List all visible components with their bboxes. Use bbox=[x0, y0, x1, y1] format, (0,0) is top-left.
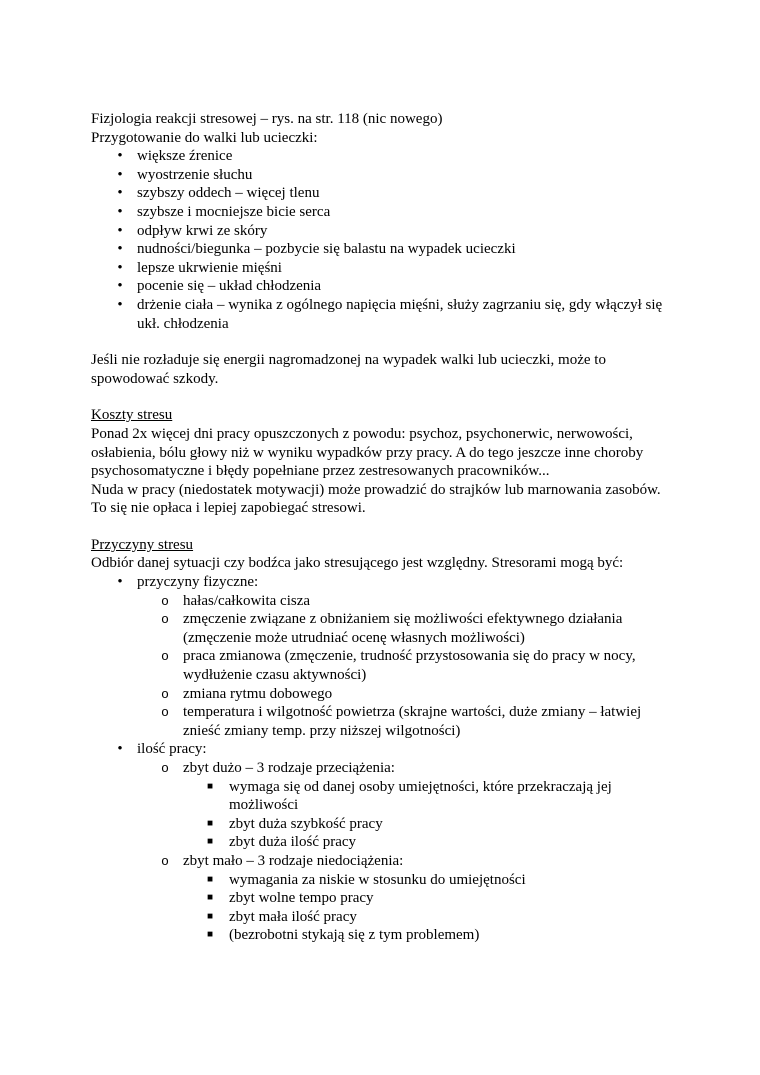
list-item: ■ zbyt duża ilość pracy bbox=[91, 833, 671, 852]
list-item: o temperatura i wilgotność powietrza (skrajne wartości, duże zmiany – łatwiej znieść zmiany temp. przy niższej wilgotności) bbox=[91, 703, 671, 740]
bullet-icon: • bbox=[117, 296, 123, 313]
list-item: • pocenie się – układ chłodzenia bbox=[91, 277, 671, 296]
circle-bullet-icon: o bbox=[161, 648, 169, 664]
list-item: ■ (bezrobotni stykają się z tym problemem) bbox=[91, 926, 671, 945]
list-item-workload: • ilość pracy: o zbyt dużo – 3 rodzaje przeciążenia: ■ wymaga się od danej osoby umiejętności, które przekraczają jej możliwości ■ zbyt duża szybkość pracy ■ zbyt duża ilość pracy o zbyt mało – 3 rodzaje niedociążenia: ■ wymagania za niskie w stosunku do umiejętności ■ zbyt wolne tempo pracy ■ zbyt mała ilość pracy ■ (bezrobotni stykają się z tym problemem) bbox=[91, 740, 671, 945]
bullet-icon: • bbox=[117, 185, 123, 202]
list-item: • nudności/biegunka – pozbycie się balastu na wypadek ucieczki bbox=[91, 240, 671, 259]
list-item: • szybszy oddech – więcej tlenu bbox=[91, 184, 671, 203]
square-bullet-icon: ■ bbox=[206, 892, 214, 904]
list-item: o praca zmianowa (zmęczenie, trudność przystosowania się do pracy w nocy, wydłużenie czasu aktywności) bbox=[91, 647, 671, 684]
causes-intro: Odbiór danej sytuacji czy bodźca jako stresującego jest względny. Stresorami mogą być: bbox=[91, 555, 624, 572]
list-item: • większe źrenice bbox=[91, 147, 671, 166]
list-item: o hałas/całkowita cisza bbox=[91, 592, 671, 611]
energy-note: Jeśli nie rozładuje się energii nagromadzonej na wypadek walki lub ucieczki, może to spowodować szkody. bbox=[91, 352, 606, 387]
intro-line-physiology: Fizjologia reakcji stresowej – rys. na str. 118 (nic nowego) bbox=[91, 111, 443, 127]
causes-list bbox=[91, 573, 671, 945]
list-item: o zmęczenie związane z obniżaniem się możliwości efektywnego działania (zmęczenie może utrudniać ocenę własnych możliwości) bbox=[91, 610, 671, 647]
bullet-icon: • bbox=[117, 574, 123, 591]
list-item: • odpływ krwi ze skóry bbox=[91, 222, 671, 241]
bullet-icon: • bbox=[117, 259, 123, 276]
circle-bullet-icon: o bbox=[161, 592, 169, 608]
circle-bullet-icon: o bbox=[161, 852, 169, 868]
list-item: o zmiana rytmu dobowego bbox=[91, 685, 671, 704]
bullet-icon: • bbox=[117, 222, 123, 239]
bullet-icon: • bbox=[117, 166, 123, 183]
physical-causes-list bbox=[91, 592, 671, 741]
list-item-physical-causes: • przyczyny fizyczne: o hałas/całkowita cisza o zmęczenie związane z obniżaniem się możliwości efektywnego działania (zmęczenie może utrudniać ocenę własnych możliwości) o praca zmianowa (zmęczenie, trudność przystosowania się do pracy w nocy, wydłużenie czasu aktywności) o zmiana rytmu dobowego o temperatura i wilgotność powietrza (skrajne wartości, duże zmiany – łatwiej znieść zmiany temp. przy niższej wilgotności) bbox=[91, 573, 671, 740]
list-item-too-much: o zbyt dużo – 3 rodzaje przeciążenia: ■ wymaga się od danej osoby umiejętności, które przekraczają jej możliwości ■ zbyt duża szybkość pracy ■ zbyt duża ilość pracy bbox=[91, 759, 671, 852]
costs-paragraph-1: Ponad 2x więcej dni pracy opuszczonych z powodu: psychoz, psychonerwic, nerwowości, osłabienia, bólu głowy niż w wyniku wypadków przy pracy. A do tego jeszcze inne choroby psychosomatyczne i błędy popełniane przez zestresowanych pracowników... bbox=[91, 425, 644, 480]
costs-heading: Koszty stresu bbox=[91, 407, 173, 424]
list-item: ■ wymaga się od danej osoby umiejętności, które przekraczają jej możliwości bbox=[91, 778, 671, 815]
document-page bbox=[91, 110, 671, 945]
square-bullet-icon: ■ bbox=[206, 873, 214, 885]
bullet-icon: • bbox=[117, 278, 123, 295]
underload-list bbox=[91, 871, 671, 945]
list-item: • lepsze ukrwienie mięśni bbox=[91, 259, 671, 278]
preparation-list bbox=[91, 147, 671, 333]
list-item: ■ zbyt duża szybkość pracy bbox=[91, 815, 671, 834]
circle-bullet-icon: o bbox=[161, 685, 169, 701]
costs-paragraph-2: Nuda w pracy (niedostatek motywacji) może prowadzić do strajków lub marnowania zasobów. To się nie opłaca i lepiej zapobiegać stresowi. bbox=[91, 481, 661, 517]
list-item: • drżenie ciała – wynika z ogólnego napięcia mięśni, służy zagrzaniu się, gdy włączył się ukł. chłodzenia bbox=[91, 296, 671, 333]
causes-heading: Przyczyny stresu bbox=[91, 536, 194, 553]
bullet-icon: • bbox=[117, 203, 123, 220]
square-bullet-icon: ■ bbox=[206, 780, 214, 792]
list-item: ■ wymagania za niskie w stosunku do umiejętności bbox=[91, 871, 671, 890]
square-bullet-icon: ■ bbox=[206, 929, 214, 941]
bullet-icon: • bbox=[117, 241, 123, 258]
list-item: ■ zbyt wolne tempo pracy bbox=[91, 889, 671, 908]
list-item: • szybsze i mocniejsze bicie serca bbox=[91, 203, 671, 222]
circle-bullet-icon: o bbox=[161, 760, 169, 775]
square-bullet-icon: ■ bbox=[206, 817, 214, 829]
circle-bullet-icon: o bbox=[161, 611, 169, 627]
circle-bullet-icon: o bbox=[161, 704, 169, 720]
list-item: • wyostrzenie słuchu bbox=[91, 166, 671, 185]
bullet-icon: • bbox=[117, 148, 123, 165]
square-bullet-icon: ■ bbox=[206, 836, 214, 848]
square-bullet-icon: ■ bbox=[206, 910, 214, 922]
intro-line-preparation: Przygotowanie do walki lub ucieczki: bbox=[91, 129, 318, 146]
list-item: ■ zbyt mała ilość pracy bbox=[91, 908, 671, 927]
workload-list bbox=[91, 759, 671, 945]
list-item-too-little: o zbyt mało – 3 rodzaje niedociążenia: ■ wymagania za niskie w stosunku do umiejętności ■ zbyt wolne tempo pracy ■ zbyt mała ilość pracy ■ (bezrobotni stykają się z tym problemem) bbox=[91, 852, 671, 945]
bullet-icon: • bbox=[117, 741, 123, 758]
overload-list bbox=[91, 778, 671, 852]
